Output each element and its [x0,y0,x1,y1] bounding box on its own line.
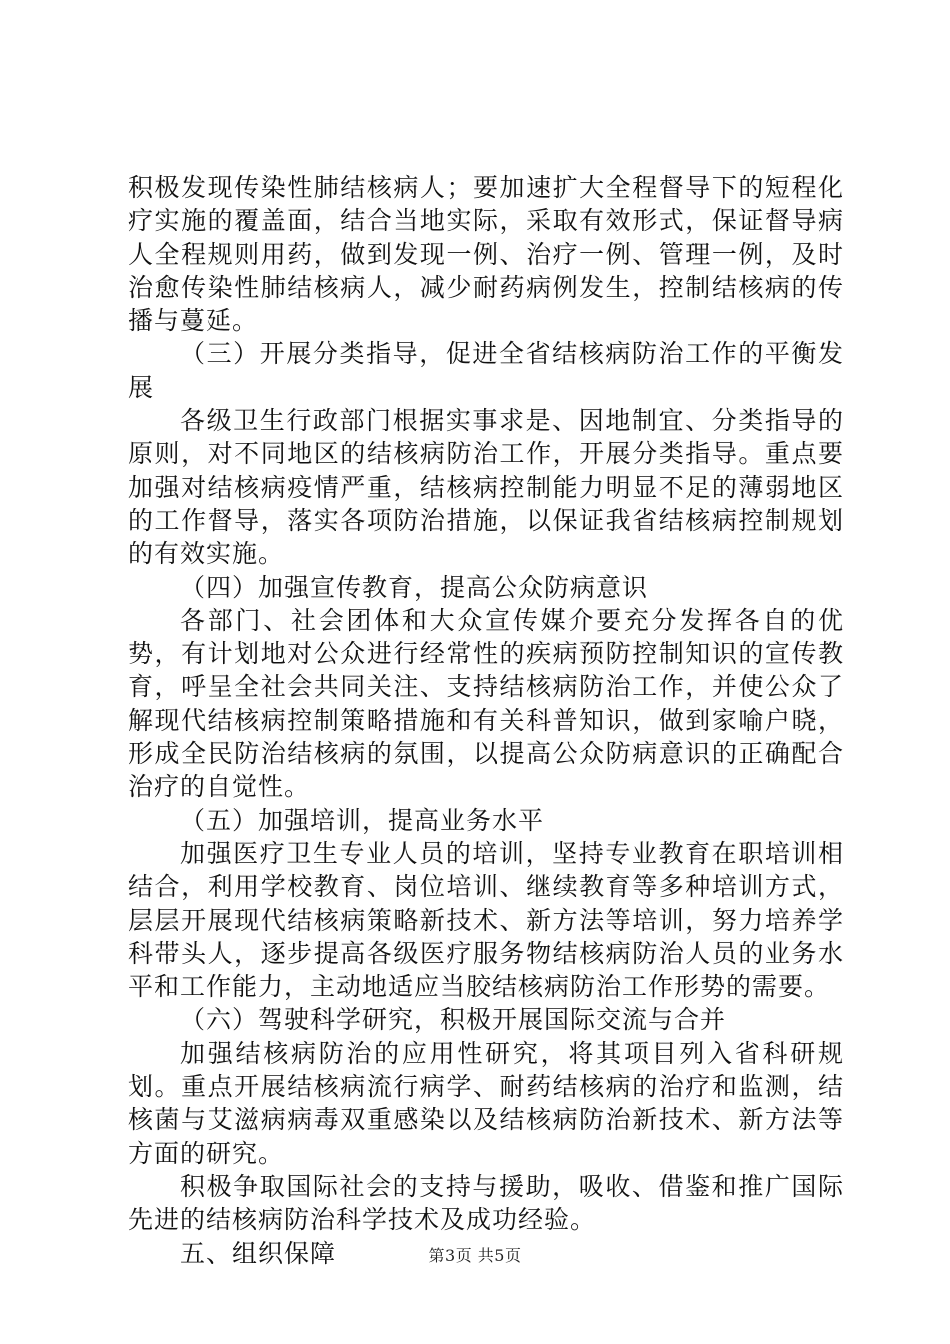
section-heading-6: （六）驾驶科学研究，积极开展国际交流与合并 [180,1005,727,1035]
paragraph-research: 加强结核病防治的应用性研究，将其项目列入省科研规划。重点开展结核病流行病学、耐药结核病的治疗和监测，结核菌与艾滋病病毒双重感染以及结核病防治新技术、新方法等方面的研究。 [128,1038,844,1168]
paragraph-classified-guidance: 各级卫生行政部门根据实事求是、因地制宜、分类指导的原则，对不同地区的结核病防治工作，开展分类指导。重点要加强对结核病疫情严重，结核病控制能力明显不足的薄弱地区的工作督导，落实各项防治措施，以保证我省结核病控制规划的有效实施。 [128,406,844,569]
chapter-heading-5: 五、组织保障 [180,1238,337,1268]
document-body [128,171,844,1270]
paragraph-training: 加强医疗卫生专业人员的培训，坚持专业教育在职培训相结合，利用学校教育、岗位培训、继续教育等多种培训方式，层层开展现代结核病策略新技术、新方法等培训，努力培养学科带头人，逐步提高各级医疗服务物结核病防治人员的业务水平和工作能力，主动地适应当胶结核病防治工作形势的需要。 [128,838,844,1002]
paragraph-continued: 积极发现传染性肺结核病人；要加速扩大全程督导下的短程化疗实施的覆盖面，结合当地实际，采取有效形式，保证督导病人全程规则用药，做到发现一例、治疗一例、管理一例，及时治愈传染性肺结核病人，减少耐药病例发生，控制结核病的传播与蔓延。 [128,173,844,336]
paragraph-international: 积极争取国际社会的支持与援助，吸收、借鉴和推广国际先进的结核病防治科学技术及成功经验。 [128,1171,844,1235]
page-number-footer: 第3页 共5页 [428,1246,522,1265]
section-heading-3: （三）开展分类指导，促进全省结核病防治工作的平衡发展 [128,339,844,402]
section-heading-4: （四）加强宣传教育，提高公众防病意识 [180,572,649,602]
paragraph-publicity-education: 各部门、社会团体和大众宣传媒介要充分发挥各自的优势，有计划地对公众进行经常性的疾病预防控制知识的宣传教育，呼呈全社会共同关注、支持结核病防治工作，并使公众了解现代结核病控制策略措施和有关科普知识，做到家喻户晓，形成全民防治结核病的氛围，以提高公众防病意识的正确配合治疗的自觉性。 [128,605,844,802]
section-heading-5: （五）加强培训，提高业务水平 [180,805,545,835]
